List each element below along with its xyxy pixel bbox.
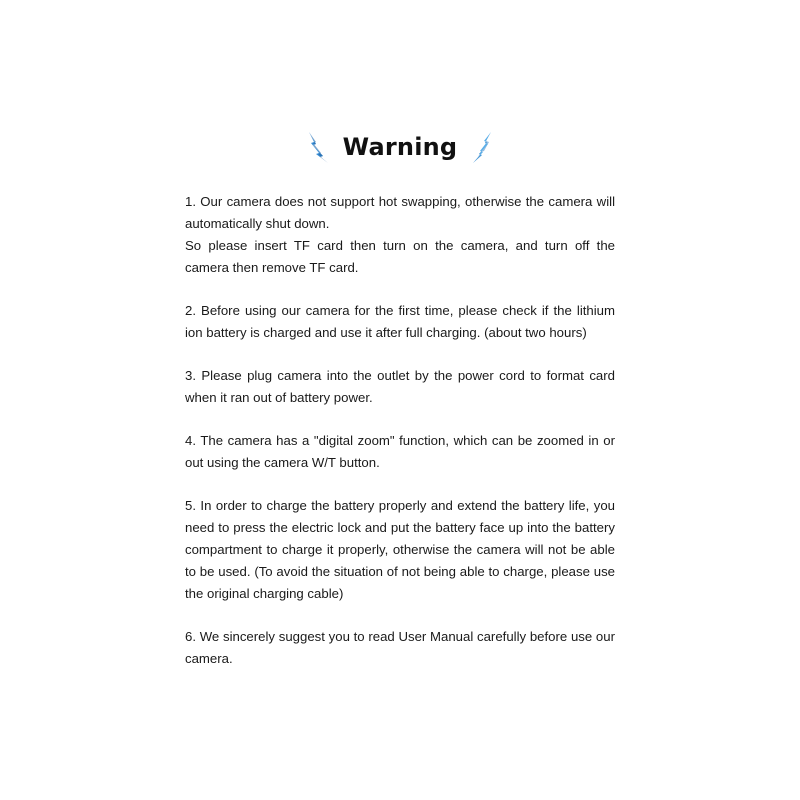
warning-item-3 [185, 365, 615, 409]
warning-item-text: So please insert TF card then turn on the camera, and turn off the camera then remove TF card. [185, 238, 615, 275]
warning-item-text: 1. Our camera does not support hot swapping, otherwise the camera will automatically shut down. [185, 194, 615, 231]
warning-item-text: 6. We sincerely suggest you to read User Manual carefully before use our camera. [185, 629, 615, 666]
warning-item-1 [185, 191, 615, 279]
warning-item-text: 2. Before using our camera for the first time, please check if the lithium ion battery is charged and use it after full charging. (about two hours) [185, 303, 615, 340]
warning-item-text: 5. In order to charge the battery properly and extend the battery life, you need to press the electric lock and put the battery face up into the battery compartment to charge it properly, otherwise the camera will not be able to be used. (To avoid the situation of not being able to charge, please use the original charging cable) [185, 498, 615, 601]
warning-heading [0, 130, 800, 164]
lightning-bolt-icon [471, 130, 493, 164]
warning-item-text: 4. The camera has a "digital zoom" function, which can be zoomed in or out using the camera W/T button. [185, 433, 615, 470]
lightning-bolt-icon [307, 130, 329, 164]
warning-item-text: 3. Please plug camera into the outlet by the power cord to format card when it ran out of battery power. [185, 368, 615, 405]
warning-item-2 [185, 300, 615, 344]
warning-item-6 [185, 626, 615, 670]
page-title: Warning [342, 133, 458, 161]
warning-item-4 [185, 430, 615, 474]
warning-item-5 [185, 495, 615, 605]
warning-list [185, 191, 615, 691]
